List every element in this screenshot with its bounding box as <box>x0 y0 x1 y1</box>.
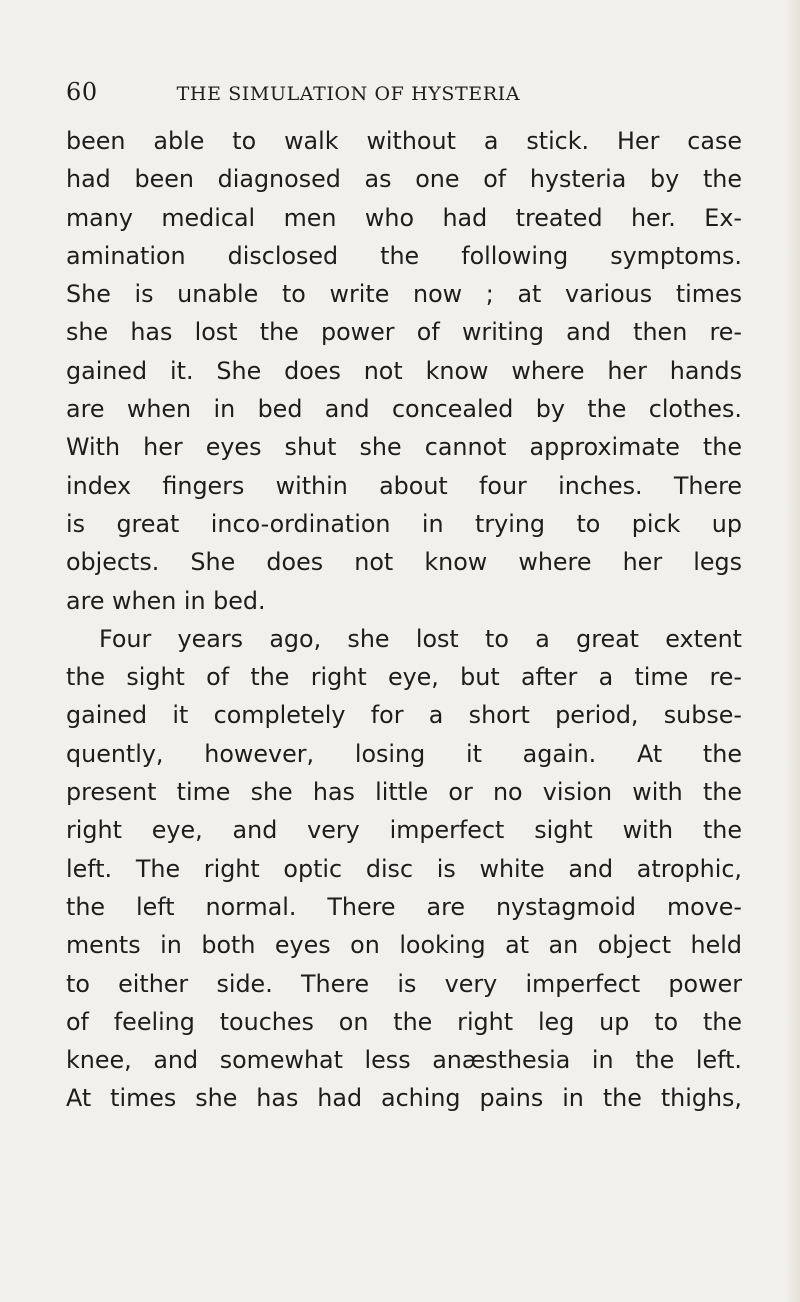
paragraph-1 <box>66 122 742 620</box>
text-line: present time she has little or no vision with the <box>66 778 742 807</box>
text-line: amination disclosed the following symptoms. <box>66 241 742 270</box>
text-line: gained it. She does not know where her hands <box>66 356 742 385</box>
text-line: index fingers within about four inches. There <box>66 471 742 500</box>
paragraph-2 <box>66 620 742 1118</box>
text-line: She is unable to write now ; at various times <box>66 280 742 309</box>
text-line: Four years ago, she lost to a great extent <box>99 624 742 653</box>
book-page <box>66 72 742 1118</box>
text-line: of feeling touches on the right leg up to the <box>66 1007 742 1036</box>
text-line: to either side. There is very imperfect power <box>66 969 742 998</box>
text-line: are when in bed. <box>66 586 266 615</box>
text-line: left. The right optic disc is white and atrophic, <box>66 854 742 883</box>
text-line: quently, however, losing it again. At the <box>66 739 742 768</box>
running-head <box>66 72 742 122</box>
page-edge-shadow <box>786 0 800 1302</box>
text-line: had been diagnosed as one of hysteria by the <box>66 165 742 194</box>
text-line: many medical men who had treated her. Ex- <box>66 203 742 232</box>
text-line: been able to walk without a stick. Her case <box>66 127 742 155</box>
text-line: With her eyes shut she cannot approximate the <box>66 433 742 462</box>
text-line: right eye, and very imperfect sight with the <box>66 816 742 845</box>
running-title: THE SIMULATION OF HYSTERIA <box>176 83 521 105</box>
page-number: 60 <box>66 78 98 106</box>
text-line: knee, and somewhat less anæsthesia in the left. <box>66 1046 742 1075</box>
text-line: ments in both eyes on looking at an object held <box>66 931 742 960</box>
text-line: the sight of the right eye, but after a time re- <box>66 663 742 692</box>
text-line: is great inco-ordination in trying to pick up <box>66 509 742 538</box>
text-line: objects. She does not know where her legs <box>66 548 742 577</box>
text-line: gained it completely for a short period, subse- <box>66 701 742 730</box>
text-line: she has lost the power of writing and then re- <box>66 318 742 347</box>
text-line: the left normal. There are nystagmoid move- <box>66 892 742 921</box>
text-line: are when in bed and concealed by the clothes. <box>66 395 742 424</box>
text-line: At times she has had aching pains in the thighs, <box>66 1084 742 1113</box>
